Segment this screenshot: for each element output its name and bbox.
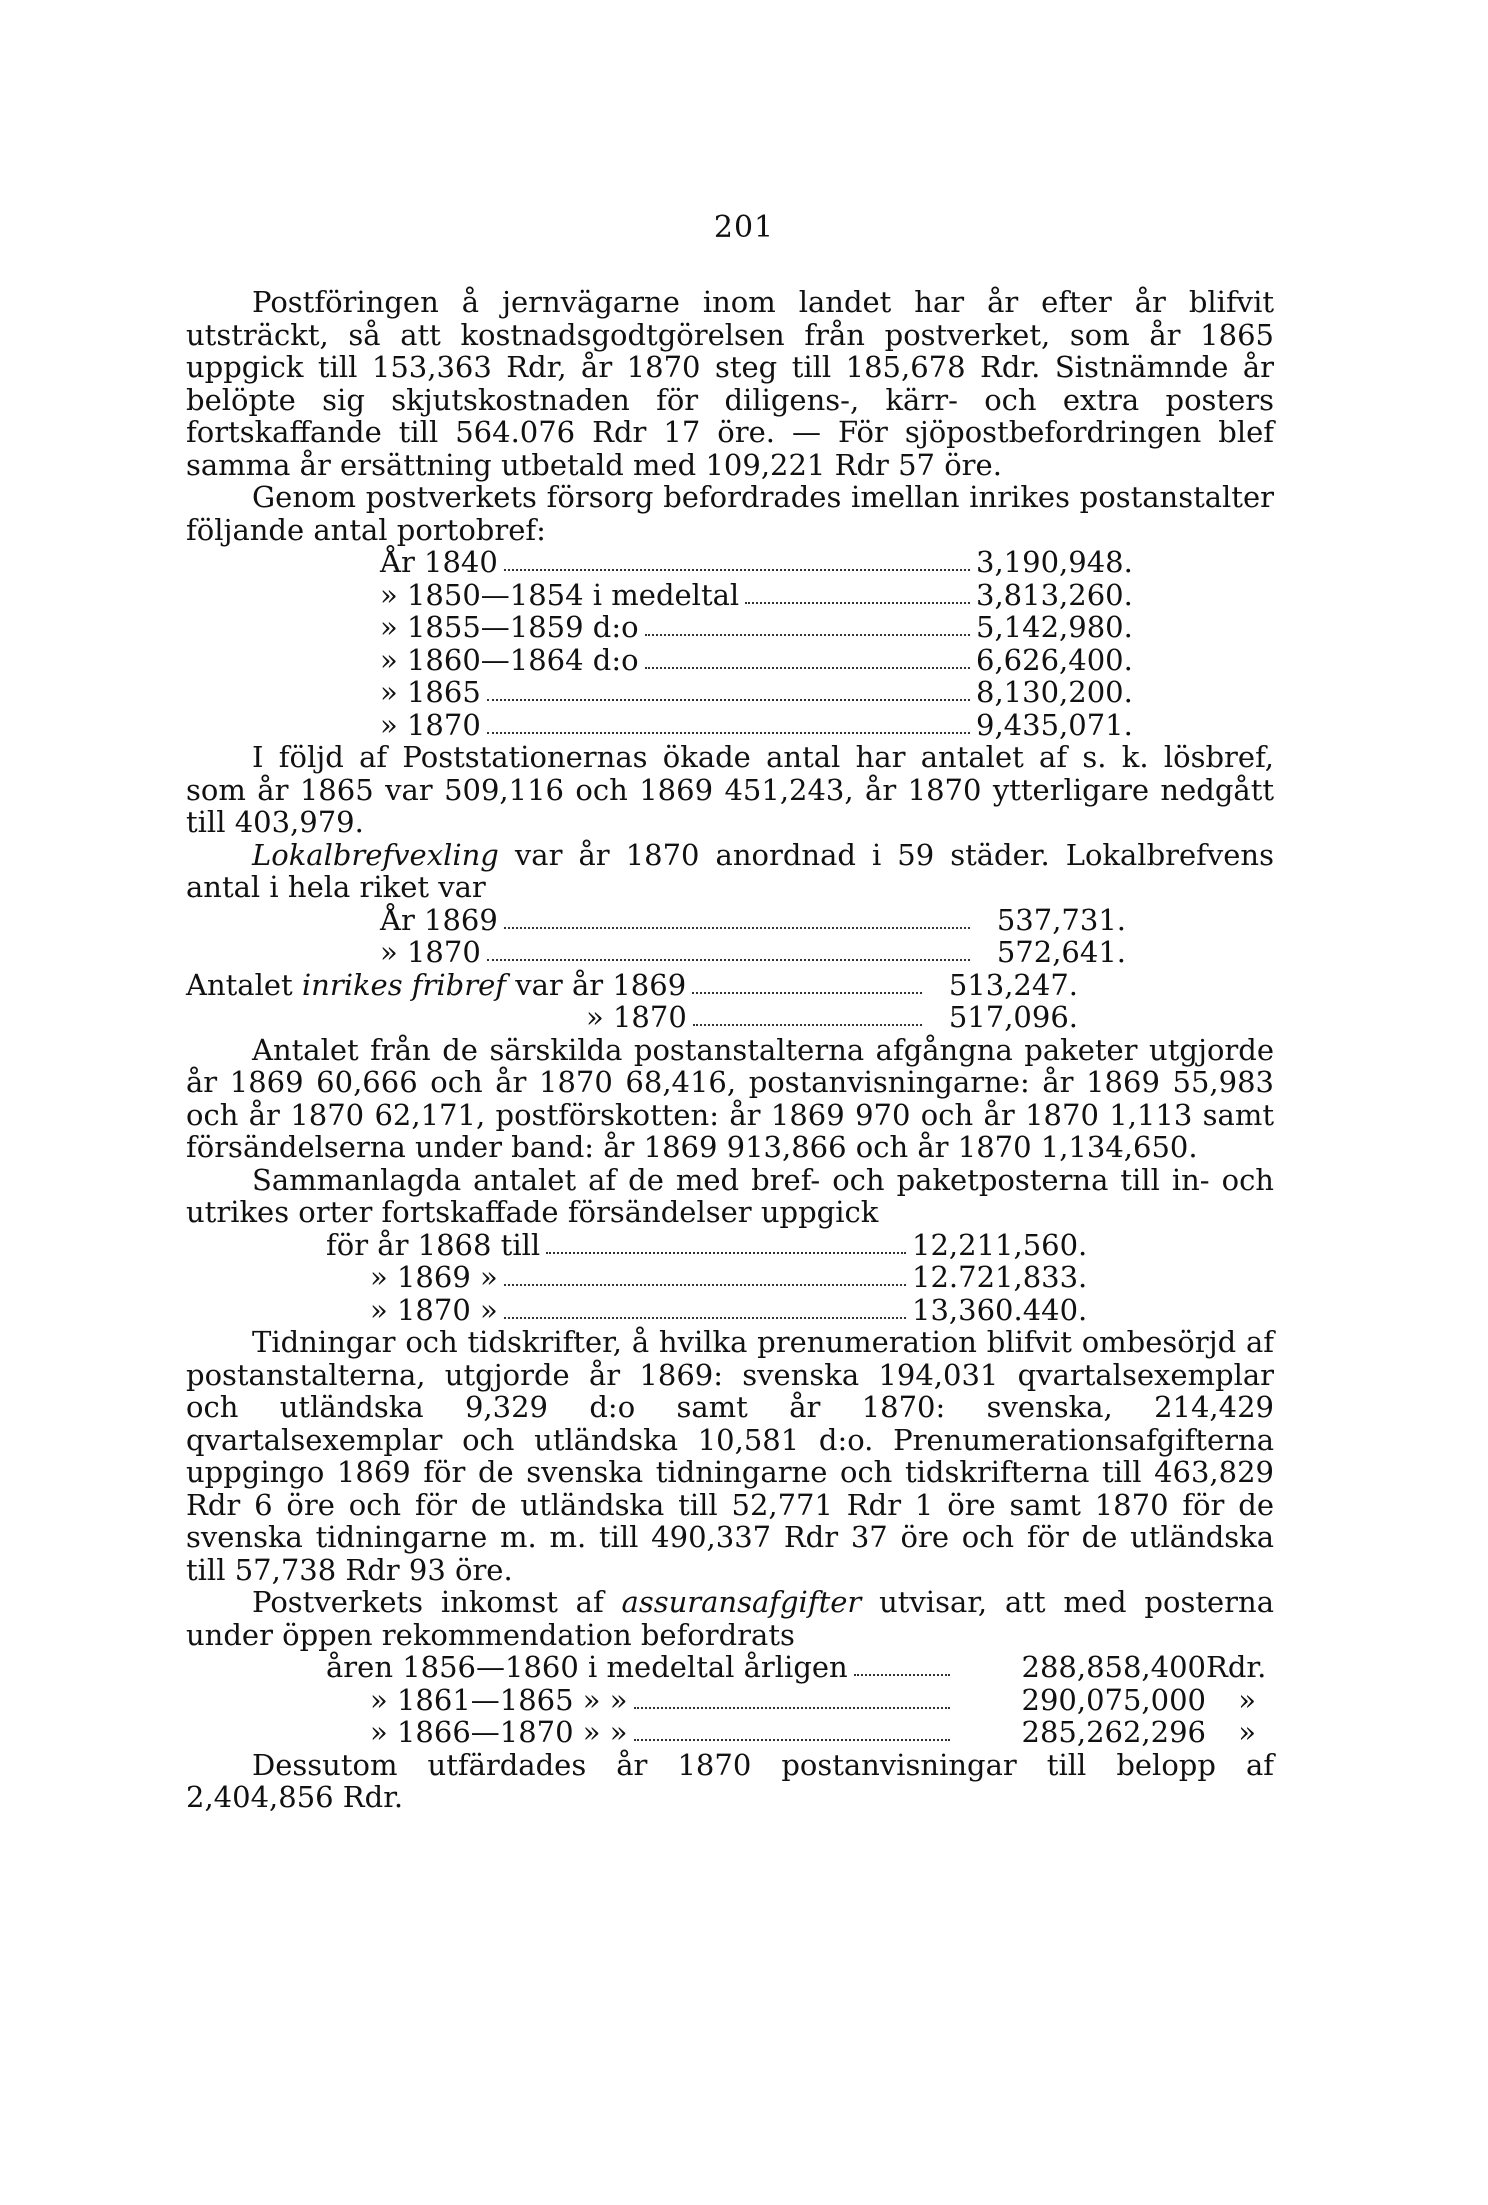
- row-value: 12,211,560.: [912, 1227, 1088, 1262]
- row-label: » 1850—1854 i medeltal: [380, 577, 740, 612]
- italic-term: inrikes fribref: [301, 967, 506, 1002]
- row-label: » 1866—1870 » »: [370, 1715, 628, 1749]
- row-value: 517,096.: [948, 1000, 1078, 1034]
- paragraph-text: utvisar, att med posterna under öppen rekommendation befordrats: [186, 1585, 1274, 1652]
- table-row: [380, 545, 1133, 579]
- leader-dots: [487, 959, 970, 961]
- leader-dots: [504, 1317, 906, 1319]
- table-row: [326, 1650, 1267, 1684]
- leader-dots: [504, 1284, 906, 1286]
- paragraph-portobref: Genom postverkets försorg befordrades imellan inrikes postanstalter följande antal portobref:: [186, 480, 1274, 547]
- table-row: [380, 610, 1133, 644]
- row-label: » 1861—1865 » »: [370, 1682, 628, 1717]
- italic-term: Lokalbrefvexling: [252, 837, 499, 872]
- table-row: [186, 1001, 1078, 1034]
- leader-dots: [745, 602, 970, 604]
- row-label: År 1840: [380, 545, 498, 579]
- leader-dots: [504, 569, 970, 571]
- row-label: » 1870 »: [370, 1292, 498, 1327]
- row-unit: »: [1238, 1682, 1256, 1717]
- row-value: 3,813,260.: [976, 577, 1133, 612]
- row-label: » 1870: [586, 1000, 687, 1034]
- row-label: för år 1868 till: [326, 1227, 541, 1262]
- row-value: 3,190,948.: [976, 545, 1133, 579]
- row-label: » 1870: [380, 935, 481, 969]
- table-lokalbref: [186, 904, 1274, 969]
- label-text: var år 1869: [506, 967, 687, 1002]
- row-value: 288,858,400: [1021, 1650, 1206, 1684]
- table-forsandelser: [186, 1229, 1274, 1327]
- page-body: [186, 286, 1274, 1814]
- leader-dots: [854, 1674, 950, 1676]
- leader-dots: [634, 1739, 951, 1741]
- table-row: [326, 1716, 1256, 1749]
- paragraph-tidningar: Tidningar och tidskrifter, å hvilka prenumeration blifvit ombesörjd af postanstalterna, utgjorde år 1869: svenska 194,031 qvartalsexemplar och utländska 9,329 d:o samt år 1870: svenska, 214,429 qvartalsexemplar och utländska 10,581 d:o. Prenumerationsafgifterna uppgingo 1869 för de svenska tidningarne och tidskrifterna till 463,829 Rdr 6 öre och för de utländska till 52,771 Rdr 1 öre samt 1870 för de svenska tidningarne m. m. till 490,337 Rdr 37 öre och för de utländska till 57,738 Rdr 93 öre.: [186, 1325, 1274, 1587]
- leader-dots: [645, 667, 970, 669]
- paragraph-paketer: Antalet från de särskilda postanstalterna afgångna paketer utgjorde år 1869 60,666 och år 1870 68,416, postanvisningarne: år 1869 55,983 och år 1870 62,171, postförskotten: år 1869 970 och år 1870 1,113 samt försändelserna under band: år 1869 913,866 och år 1870 1,134,650.: [186, 1032, 1274, 1164]
- row-value: 537,731.: [996, 902, 1126, 937]
- leader-dots: [487, 699, 970, 701]
- leader-dots: [693, 1024, 922, 1026]
- table-row: [380, 707, 1133, 742]
- paragraph-text: var år 1870 anordnad i 59 städer. Lokalbrefvens antal i hela riket var: [186, 837, 1274, 904]
- row-value: 290,075,000: [1021, 1682, 1206, 1717]
- italic-term: assuransafgifter: [621, 1585, 862, 1619]
- paragraph-text: Postverkets inkomst af: [252, 1585, 622, 1619]
- table-portobref: [186, 546, 1274, 741]
- table-row: [380, 936, 1126, 969]
- row-value: 285,262,296: [1021, 1715, 1206, 1749]
- paragraph-losbref: I följd af Poststationernas ökade antal har antalet af s. k. lösbref, som år 1865 var 509,116 och 1869 451,243, år 1870 ytterligare nedgått till 403,979.: [186, 740, 1274, 839]
- row-unit: »: [1238, 1715, 1256, 1749]
- row-label: åren 1856—1860 i medeltal årligen: [326, 1650, 848, 1684]
- leader-dots: [634, 1707, 951, 1709]
- leader-dots: [546, 1252, 906, 1254]
- paragraph-sammanlagda: Sammanlagda antalet af de med bref- och paketposterna till in- och utrikes orter fortskaffade försändelser uppgick: [186, 1162, 1274, 1229]
- row-value: 572,641.: [996, 935, 1126, 969]
- leader-dots: [504, 927, 970, 929]
- table-row: [326, 1260, 1088, 1294]
- row-value: 5,142,980.: [976, 610, 1133, 644]
- row-label: » 1870: [380, 707, 481, 742]
- row-label: » 1865: [380, 675, 481, 709]
- table-row: [326, 1227, 1088, 1262]
- paragraph-postforing: Postföringen å jernvägarne inom landet har år efter år blifvit utsträckt, så att kostnadsgodtgörelsen från postverket, som år 1865 uppgick till 153,363 Rdr, år 1870 steg till 185,678 Rdr. Sistnämnde år belöpte sig skjutskostnaden för diligens-, kärr- och extra posters fortskaffande till 564.076 Rdr 17 öre. — För sjöpostbefordringen blef samma år ersättning utbetald med 109,221 Rdr 57 öre.: [186, 285, 1274, 482]
- table-fribref: [186, 969, 1274, 1034]
- row-value: 6,626,400.: [976, 642, 1133, 677]
- row-value: 12.721,833.: [912, 1260, 1088, 1294]
- paragraph-lokalbref: [186, 839, 1274, 904]
- row-label: » 1855—1859 d:o: [380, 610, 639, 644]
- paragraph-assurans: [186, 1586, 1274, 1651]
- table-row: [380, 577, 1133, 612]
- table-row: [326, 1684, 1256, 1717]
- leader-dots: [487, 732, 970, 734]
- table-row: [326, 1292, 1088, 1327]
- row-value: 8,130,200.: [976, 675, 1133, 709]
- row-label: » 1860—1864 d:o: [380, 642, 639, 677]
- row-value: 513,247.: [948, 967, 1078, 1002]
- leader-dots: [645, 634, 970, 636]
- row-unit: Rdr.: [1206, 1650, 1267, 1684]
- table-row: [380, 642, 1133, 677]
- row-label: » 1869 »: [370, 1260, 498, 1294]
- paragraph-postanvisningar: Dessutom utfärdades år 1870 postanvisningar till belopp af 2,404,856 Rdr.: [186, 1747, 1274, 1814]
- row-value: 13,360.440.: [912, 1292, 1088, 1327]
- row-label: År 1869: [380, 902, 498, 937]
- table-row: [186, 969, 1078, 1002]
- row-value: 9,435,071.: [976, 707, 1133, 742]
- row-label: [186, 969, 686, 1002]
- table-row: [380, 904, 1126, 937]
- table-rekommendation: [186, 1651, 1274, 1749]
- page-number: 201: [713, 210, 775, 245]
- table-row: [380, 675, 1133, 709]
- label-text: Antalet: [186, 967, 302, 1002]
- leader-dots: [692, 992, 922, 994]
